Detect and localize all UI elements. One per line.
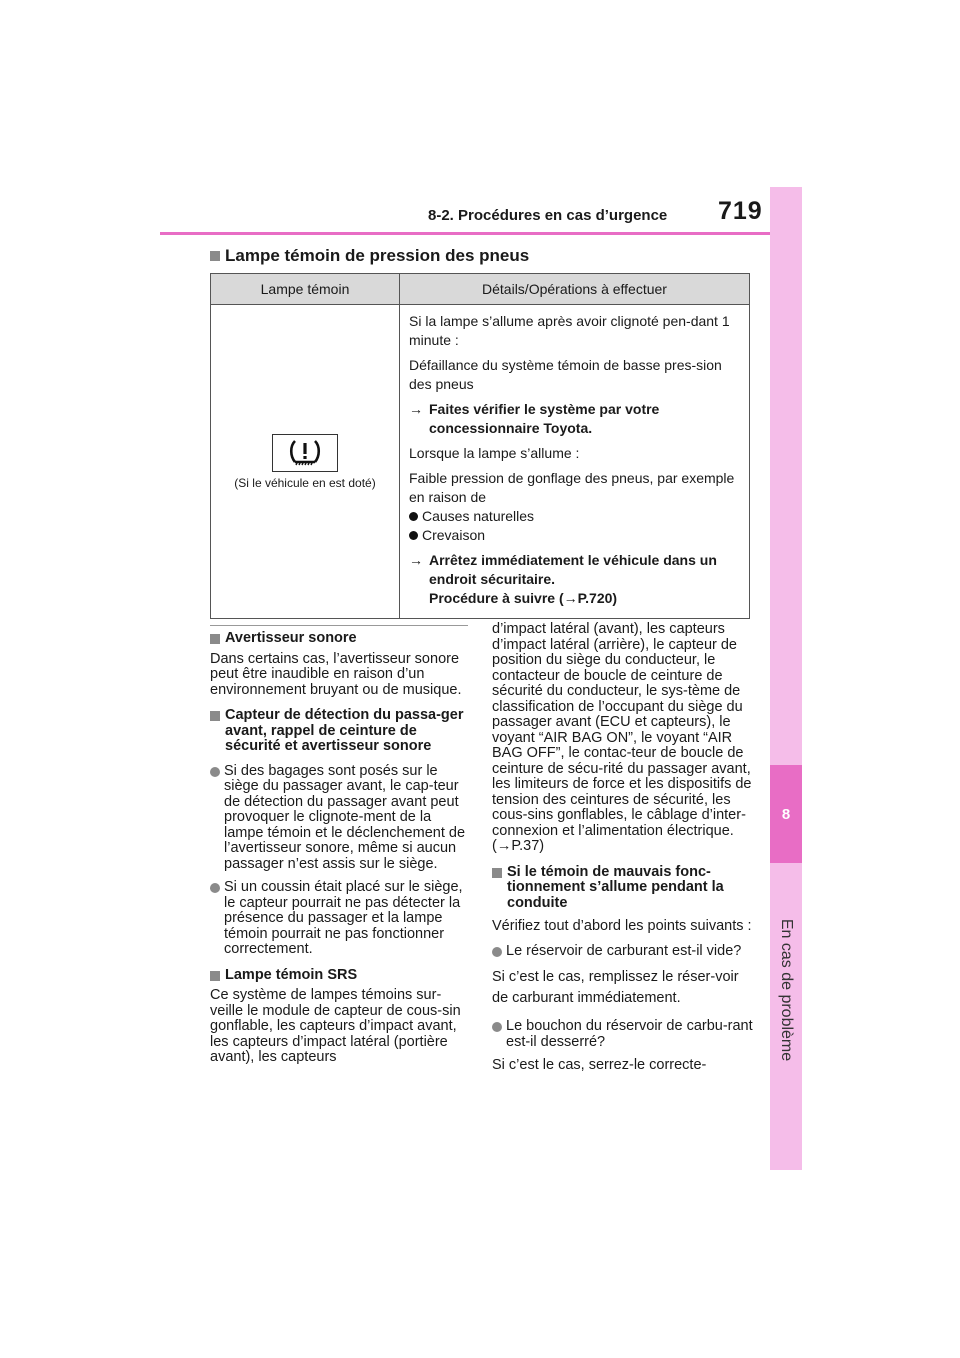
bullet-icon: [492, 947, 502, 957]
list-item: [210, 764, 468, 873]
section-heading-text: Lampe témoin de pression des pneus: [225, 246, 530, 265]
subheading: [210, 968, 468, 984]
details-text: Défaillance du système témoin de basse pres-sion des pneus: [409, 357, 722, 392]
square-bullet-icon: [210, 711, 220, 721]
list-item: [409, 507, 741, 526]
table-header-lamp: Lampe témoin: [211, 274, 400, 305]
procedure-reference: Procédure à suivre (→P.720): [429, 590, 618, 606]
bullet-icon: [210, 883, 220, 893]
left-column: [210, 631, 468, 1066]
paragraph: Ce système de lampes témoins sur-veille le module de capteur de cous-sin gonflable, les capteurs d’impact avant, les capteurs d’impact latéral (portière avant), les capteurs: [210, 987, 461, 1065]
list-item: [492, 1019, 754, 1050]
table-header-details: Détails/Opérations à effectuer: [400, 274, 750, 305]
lamp-caption: (Si le véhicule en est doté): [234, 475, 376, 490]
list-item: [409, 526, 741, 545]
bullet-icon: [492, 1022, 502, 1032]
details-action: [409, 551, 741, 608]
paragraph: Si c’est le cas, remplissez le réser-voir de carburant immédiatement.: [492, 969, 739, 1006]
list-item-text: Le bouchon du réservoir de carbu-rant est-il desserré?: [506, 1018, 753, 1050]
subheading: [492, 865, 754, 912]
chapter-number: 8: [781, 805, 791, 823]
header-rule: [160, 232, 772, 235]
bullet-icon: [210, 767, 220, 777]
chapter-number-tab: [770, 765, 802, 863]
list-item-text: Crevaison: [422, 527, 486, 543]
details-text: Lorsque la lampe s’allume :: [409, 445, 580, 461]
list-item-text: Causes naturelles: [422, 508, 535, 524]
square-bullet-icon: [210, 634, 220, 644]
list-item-text: Le réservoir de carburant est-il vide?: [506, 942, 742, 959]
subheading-text: Si le témoin de mauvais fonc-tionnement s’allume pendant la conduite: [507, 863, 724, 911]
paragraph: d’impact latéral (avant), les capteurs d’impact latéral (arrière), le capteur de position du siège du conducteur, le contacteur de boucle de ceinture de sécurité du conducteur, le sys-tème de classification de l’occupant du siège du passager avant (ECU et capteurs), le voyant “AIR BAG ON”, le voyant “AIR BAG OFF”, le contac-teur de boucle de ceinture de sécu-rité du passager avant, les limiteurs de force et les dispositifs de tension des ceintures de sécurité, les cous-sins gonflables, le câblage d’inter-connexion et l’alimentation électrique. (→P.37): [492, 621, 752, 854]
right-column: [492, 622, 754, 1074]
details-text: Si la lampe s’allume après avoir clignoté pen-dant 1 minute :: [409, 313, 730, 348]
paragraph: Dans certains cas, l’avertisseur sonore peut être inaudible en raison d’un environnement bruyant ou de musique.: [210, 650, 462, 698]
subheading: [210, 631, 468, 647]
subheading-text: Capteur de détection du passa-ger avant, rappel de ceinture de sécurité et avertisseur sonore: [225, 707, 464, 754]
arrow-icon: →: [409, 552, 423, 568]
subheading-text: Avertisseur sonore: [225, 630, 357, 646]
arrow-icon: →: [409, 401, 423, 417]
list-item-text: Si un coussin était placé sur le siège, le capteur pourrait ne pas détecter la présence du passager et la lampe témoin pourrait ne pas fonctionner correctement.: [224, 879, 463, 957]
square-bullet-icon: [492, 868, 502, 878]
page-number: 719: [718, 197, 763, 225]
details-action-text: Arrêtez immédiatement le véhicule dans un endroit sécuritaire.: [429, 552, 717, 587]
table-row: [211, 305, 750, 619]
bullet-icon: [409, 531, 418, 540]
section-heading: [210, 246, 529, 266]
square-bullet-icon: [210, 251, 220, 261]
details-text: Faible pression de gonflage des pneus, par exemple en raison de: [409, 470, 735, 505]
paragraph: Vérifiez tout d’abord les points suivants :: [492, 918, 752, 934]
list-item: [492, 944, 754, 960]
tire-pressure-warning-icon: [272, 434, 338, 472]
list-item-text: Si des bagages sont posés sur le siège du passager avant, le cap-teur de détection du passager avant peut provoquer le clignote-ment de la lampe témoin et le déclenchement de l’avertisseur sonore, même si aucun passager n’est assis sur le siège.: [224, 762, 466, 872]
lamp-cell: [211, 305, 400, 619]
table-header-row: [211, 274, 750, 305]
subheading-text: Lampe témoin SRS: [225, 966, 358, 983]
indicator-table: [210, 273, 750, 619]
column-divider: [210, 625, 468, 626]
header-section-title: 8-2. Procédures en cas d’urgence: [428, 207, 668, 224]
details-action: [409, 400, 741, 438]
chapter-title: En cas de problème: [778, 918, 795, 1062]
subheading: [210, 708, 468, 755]
square-bullet-icon: [210, 971, 220, 981]
details-action-text: Faites vérifier le système par votre concessionnaire Toyota.: [429, 401, 660, 436]
paragraph: Si c’est le cas, serrez-le correcte-: [492, 1057, 707, 1073]
bullet-icon: [409, 512, 418, 521]
details-cell: [400, 305, 750, 619]
list-item: [210, 880, 468, 958]
